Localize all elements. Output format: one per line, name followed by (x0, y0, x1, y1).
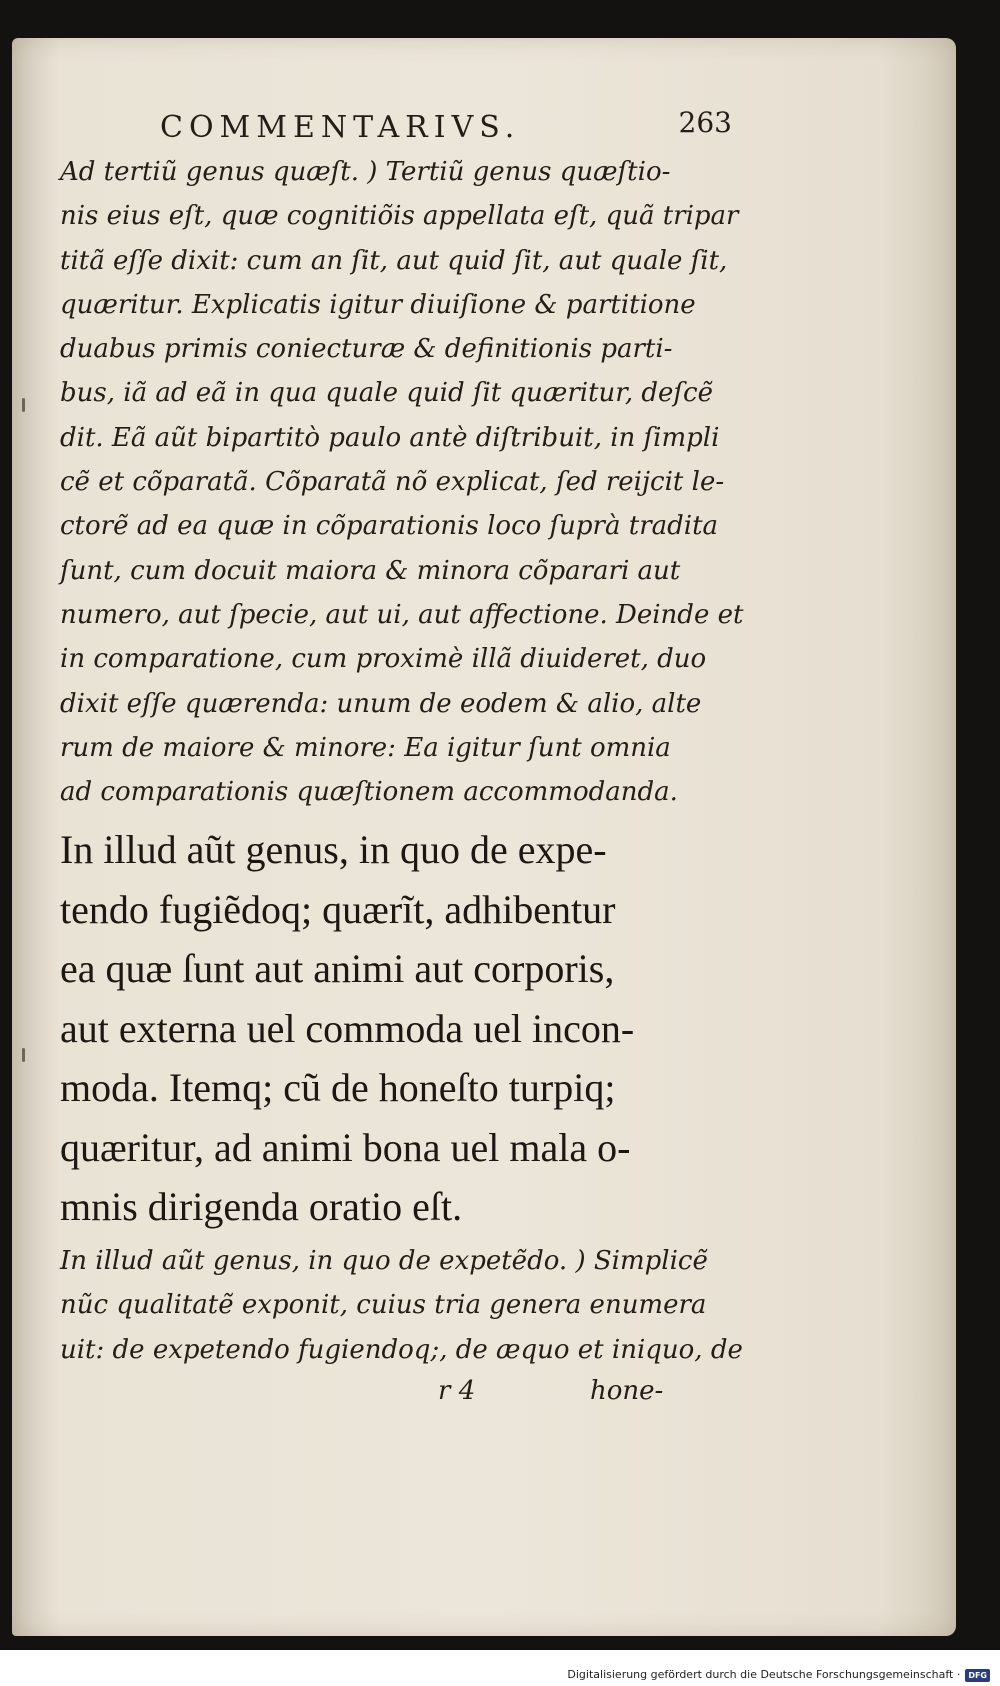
gutter-mark (22, 398, 25, 412)
text-line: in comparatione, cum proximè illã diuideret, duo (60, 644, 707, 675)
text-line: cẽ et cõparatã. Cõparatã nõ explicat, ſed reijcit le- (60, 467, 725, 498)
dfg-logo-icon: DFG (965, 1669, 990, 1682)
text-line: ctorẽ ad ea quæ in cõparationis loco ſuprà tradita (60, 511, 719, 542)
page-footer (60, 1372, 732, 1416)
text-line: moda. Itemq; cũ de honeſto turpiq; (60, 1065, 616, 1111)
text-line: duabus primis coniecturæ & definitionis parti- (60, 334, 673, 365)
text-line: quæritur. Explicatis igitur diuiſione & partitione (60, 289, 696, 320)
text-line: quæritur, ad animi bona uel mala o- (60, 1124, 631, 1170)
text-line: aut externa uel commoda uel incon- (60, 1005, 635, 1051)
running-head (60, 106, 732, 150)
text-line: Ad tertiũ genus quæſt. ) Tertiũ genus quæſtio- (60, 157, 671, 187)
text-line: rum de maiore & minore: Ea igitur ſunt omnia (60, 732, 671, 763)
signature-mark: r 4 (438, 1375, 476, 1406)
text-line: ſunt, cum docuit maiora & minora cõparari aut (60, 555, 681, 586)
commentary-paragraph (60, 1239, 743, 1372)
text-line: dit. Eã aũt bipartitò paulo antè diſtribuit, in ſimpli (60, 422, 720, 453)
text-block (60, 106, 744, 1416)
main-text-paragraph (60, 820, 732, 1237)
text-line: ea quæ ſunt aut animi aut corporis, (60, 946, 615, 992)
text-line: bus, iã ad eã in qua quale quid ſit quæritur, deſcẽ (60, 378, 713, 409)
text-line: numero, aut ſpecie, aut ui, aut affectione. Deinde et (60, 599, 744, 630)
funding-text: Digitalisierung gefördert durch die Deutsche Forschungsgemeinschaft · (567, 1668, 961, 1681)
text-line: mnis dirigenda oratio eſt. (60, 1184, 463, 1230)
text-line: uit: de expetendo fugiendoq;, de æquo et iniquo, de (60, 1334, 743, 1365)
text-line: tendo fugiẽdoq; quærĩt, adhibentur (60, 886, 616, 932)
page-number: 263 (678, 106, 732, 139)
text-line: dixit eſſe quærenda: unum de eodem & alio, alte (60, 688, 702, 719)
text-line: nis eius eſt, quæ cognitiõis appellata eſt, quã tripar (60, 201, 739, 232)
book-page (12, 38, 956, 1636)
gutter-mark (22, 1048, 25, 1062)
text-line: titã eſſe dixit: cum an ſit, aut quid ſit, aut quale ſit, (60, 245, 728, 276)
text-line: In illud aũt genus, in quo de expetẽdo. ) Simplicẽ (60, 1245, 708, 1276)
running-head-title: COMMENTARIVS. (160, 110, 521, 145)
text-line: In illud aũt genus, in quo de expe- (60, 827, 607, 873)
commentary-paragraph (60, 150, 744, 814)
catchword: hone- (590, 1375, 664, 1406)
text-line: ad comparationis quæſtionem accommodanda. (60, 777, 678, 808)
text-line: nũc qualitatẽ exponit, cuius tria genera enumera (60, 1290, 707, 1321)
funding-note (567, 1668, 990, 1682)
